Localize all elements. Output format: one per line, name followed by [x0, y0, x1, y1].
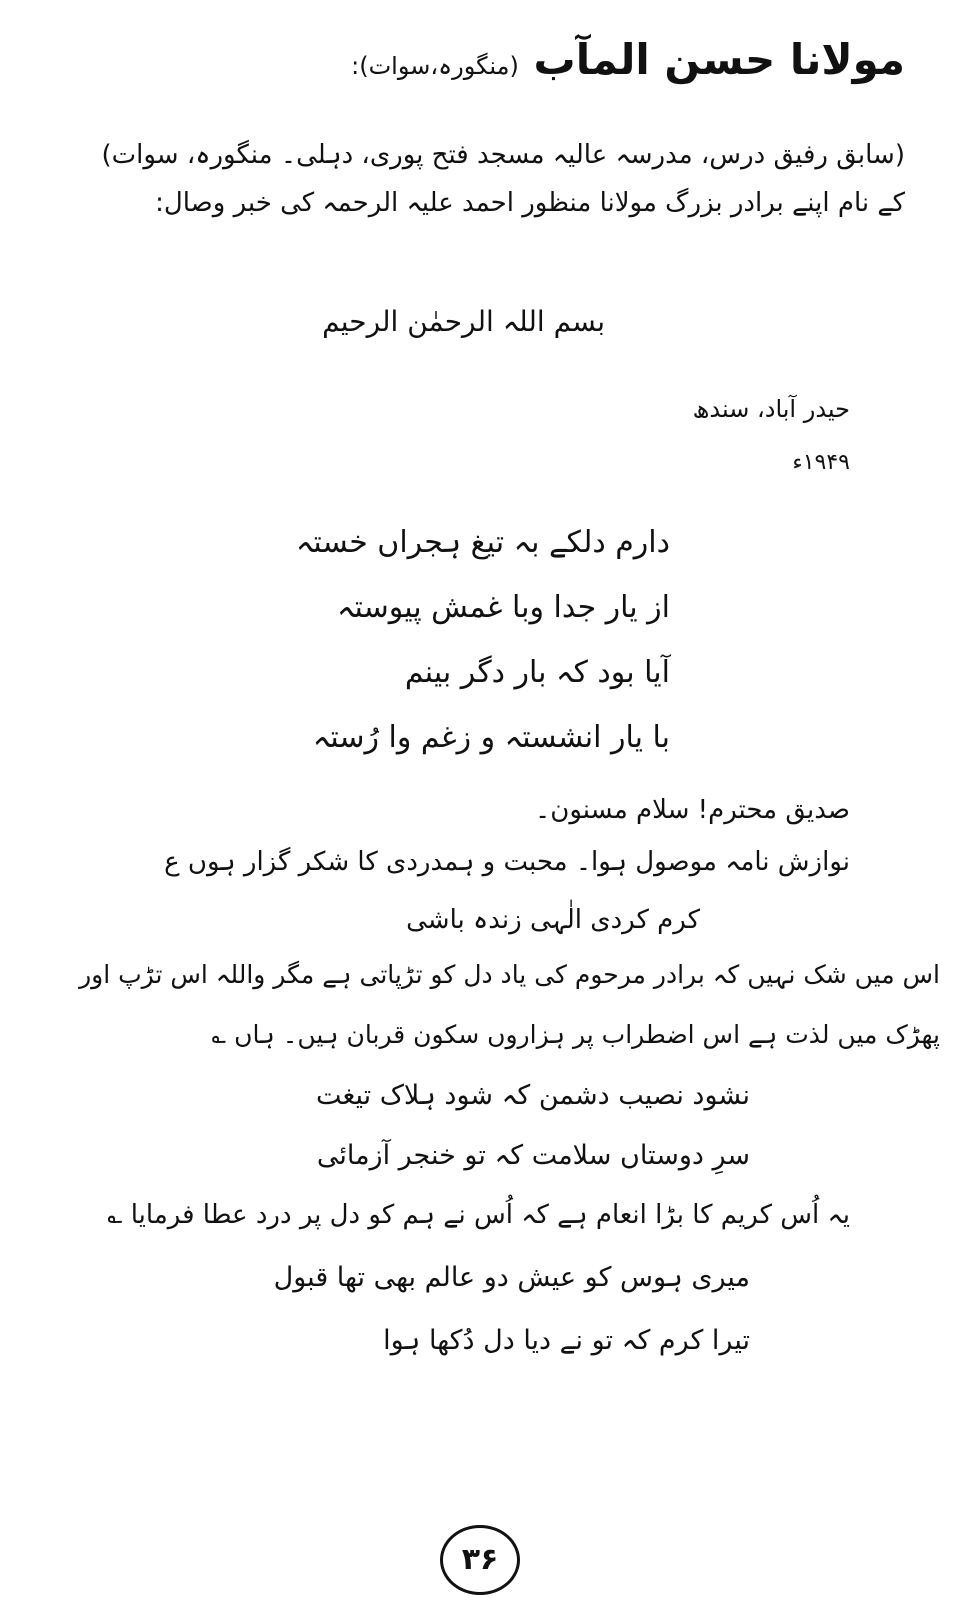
heading-name: مولانا حسن المآب: [533, 35, 905, 84]
subtitle-line-1: (سابق رفیق درس، مدرسہ عالیہ مسجد فتح پوری، دہلی۔ منگورہ، سوات): [101, 140, 905, 170]
page-number: ۳۶: [440, 1525, 520, 1595]
verse-line: آیا بود کہ بار دگر بینم: [404, 655, 670, 690]
verse-line: نشود نصیب دشمن کہ شود ہلاک تیغت: [315, 1080, 750, 1111]
body-line: یہ اُس کریم کا بڑا انعام ہے کہ اُس نے ہم کو دل پر درد عطا فرمایا ؎: [107, 1200, 850, 1230]
verse-line: با یار انشستہ و زغم وا رُستہ: [312, 720, 670, 755]
salutation: صدیق محترم! سلام مسنون۔: [535, 795, 850, 825]
bismillah: بسم اللہ الرحمٰن الرحیم: [322, 305, 605, 338]
letter-heading: [351, 35, 905, 84]
verse-line: دارم دلکے بہ تیغ ہجراں خستہ: [295, 525, 670, 560]
heading-location: (منگورہ،سوات):: [351, 52, 519, 80]
body-line: اس میں شک نہیں کہ برادر مرحوم کی یاد دل کو تڑپاتی ہے مگر واللہ اس تڑپ اور: [79, 960, 940, 989]
verse-line: میری ہوس کو عیش دو عالم بھی تھا قبول: [273, 1262, 750, 1293]
letter-place: حیدر آباد، سندھ: [692, 395, 850, 423]
verse-line: تیرا کرم کہ تو نے دیا دل دُکھا ہوا: [383, 1325, 750, 1356]
verse-line: سرِ دوستاں سلامت کہ تو خنجر آزمائی: [316, 1140, 750, 1171]
body-line: نوازش نامہ موصول ہوا۔ محبت و ہمدردی کا شکر گزار ہوں ع: [164, 847, 850, 877]
letter-year: ۱۹۴۹ء: [792, 450, 850, 475]
quoted-line: کرم کردی الٰہی زندہ باشی: [406, 905, 700, 935]
subtitle-line-2: کے نام اپنے برادر بزرگ مولانا منظور احمد علیہ الرحمہ کی خبر وصال:: [155, 188, 905, 218]
body-line: پھڑک میں لذت ہے اس اضطراب پر ہزاروں سکون قربان ہیں۔ ہاں ؎: [211, 1020, 940, 1049]
verse-line: از یار جدا وبا غمش پیوستہ: [336, 590, 670, 625]
